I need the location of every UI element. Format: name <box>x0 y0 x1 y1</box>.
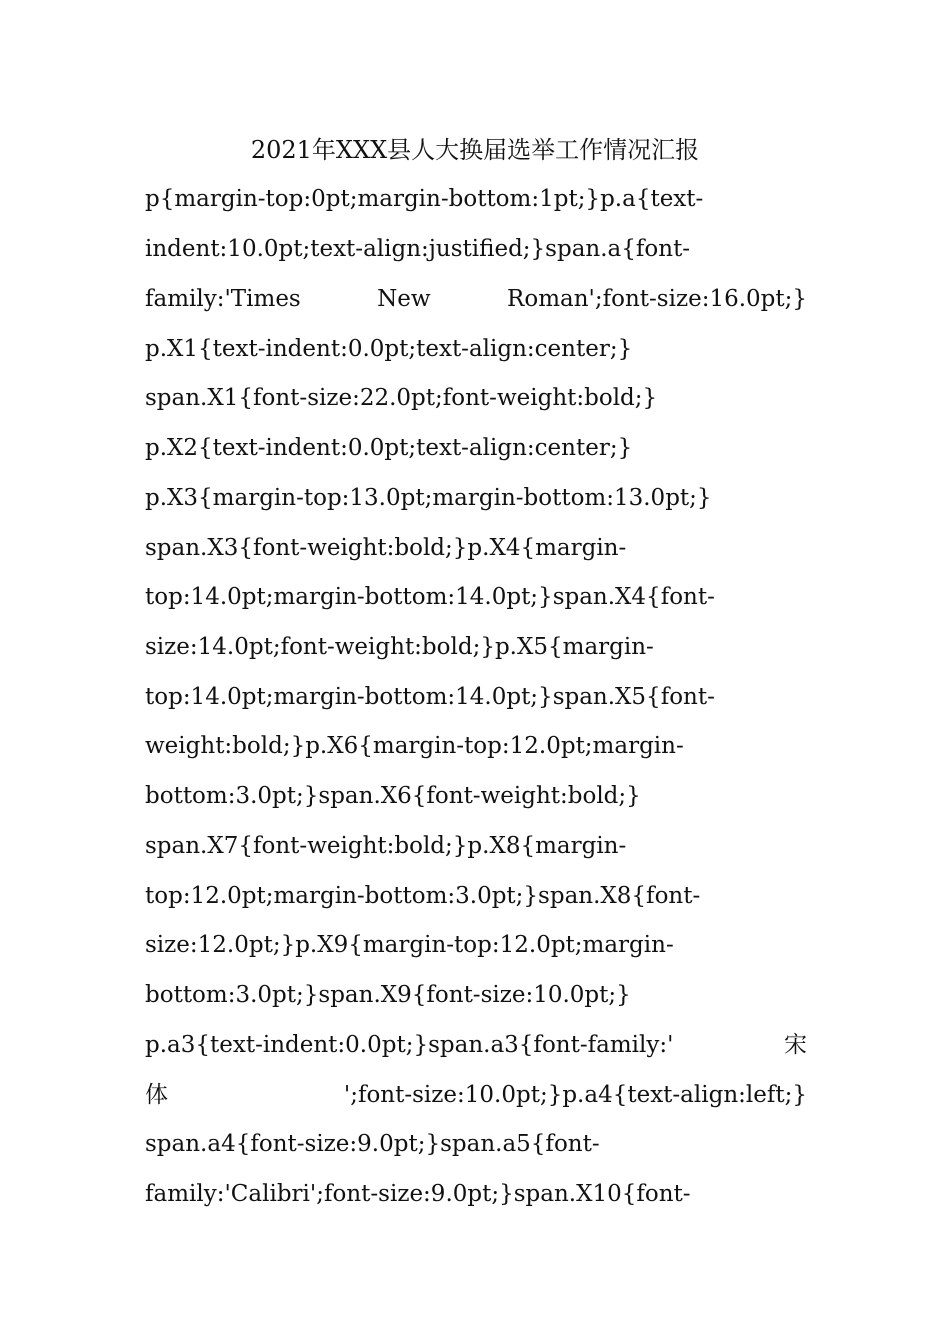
body-line-10: size:14.0pt;font-weight:bold;}p.X5{margin- <box>145 634 654 660</box>
body-line-11: top:14.0pt;margin-bottom:14.0pt;}span.X5{font- <box>145 684 715 710</box>
body-line-14: span.X7{font-weight:bold;}p.X8{margin- <box>145 833 627 859</box>
body-line-1: p{margin-top:0pt;margin-bottom:1pt;}p.a{text- <box>145 186 704 212</box>
body-line-5: span.X1{font-size:22.0pt;font-weight:bold;} <box>145 385 658 411</box>
body-line-4: p.X1{text-indent:0.0pt;text-align:center;} <box>145 336 633 362</box>
body-line-7: p.X3{margin-top:13.0pt;margin-bottom:13.0pt;} <box>145 485 712 511</box>
body-line-17: bottom:3.0pt;}span.X9{font-size:10.0pt;} <box>145 982 631 1008</box>
body-line-13: bottom:3.0pt;}span.X6{font-weight:bold;} <box>145 783 641 809</box>
body-line-3: family:'Times New Roman';font-size:16.0pt;} <box>145 286 807 312</box>
body-line-6: p.X2{text-indent:0.0pt;text-align:center;} <box>145 435 633 461</box>
body-line-9: top:14.0pt;margin-bottom:14.0pt;}span.X4{font- <box>145 584 715 610</box>
body-line-16: size:12.0pt;}p.X9{margin-top:12.0pt;margin- <box>145 932 674 958</box>
body-line-2: indent:10.0pt;text-align:justified;}span.a{font- <box>145 236 691 262</box>
body-line-8: span.X3{font-weight:bold;}p.X4{margin- <box>145 535 627 561</box>
body-line-20: span.a4{font-size:9.0pt;}span.a5{font- <box>145 1131 600 1157</box>
document-title: 2021年XXX县人大换届选举工作情况汇报 <box>250 136 700 164</box>
body-line-19: 体 ';font-size:10.0pt;}p.a4{text-align:left;} <box>145 1082 807 1108</box>
body-line-18: p.a3{text-indent:0.0pt;}span.a3{font-family:' 宋 <box>145 1032 807 1058</box>
body-line-12: weight:bold;}p.X6{margin-top:12.0pt;margin- <box>145 733 684 759</box>
body-line-15: top:12.0pt;margin-bottom:3.0pt;}span.X8{font- <box>145 883 701 909</box>
body-line-21: family:'Calibri';font-size:9.0pt;}span.X10{font- <box>145 1181 691 1207</box>
